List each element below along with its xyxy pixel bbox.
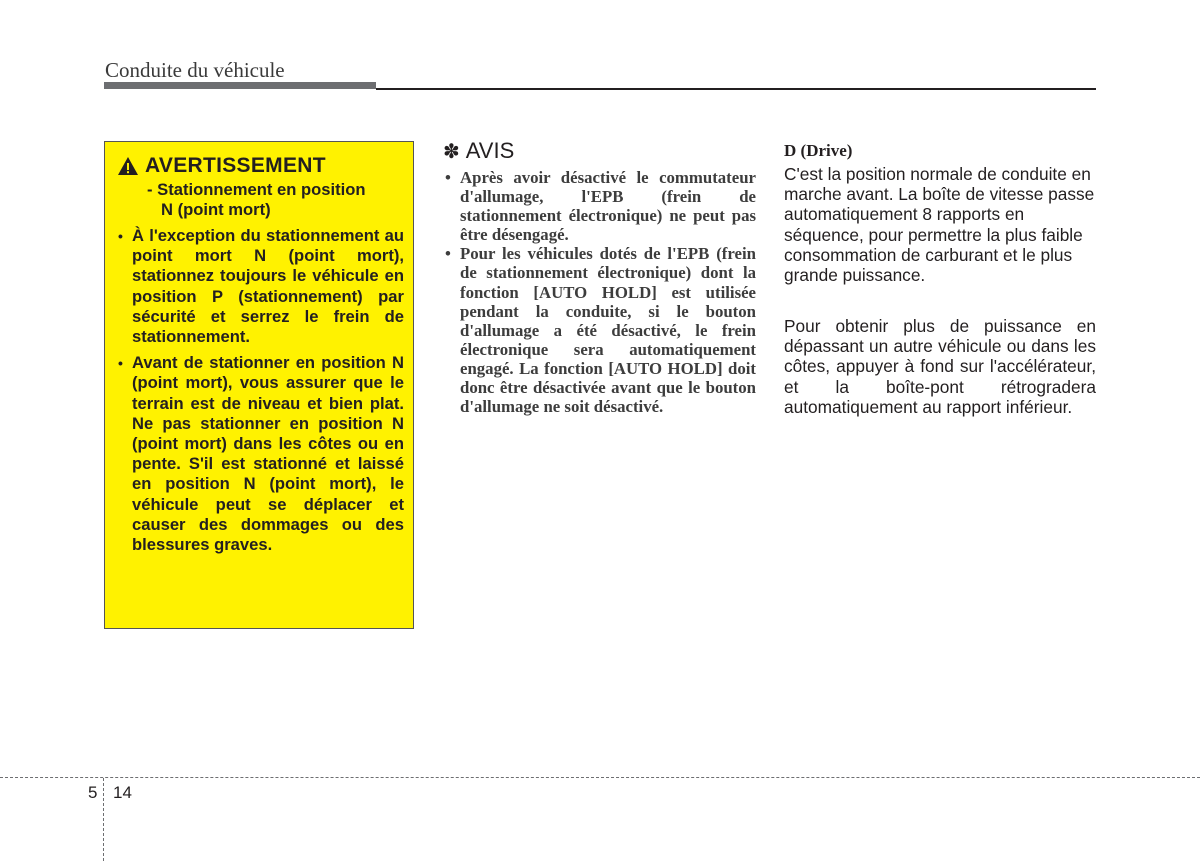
footer-vertical-rule (103, 778, 104, 861)
drive-paragraph-2: Pour obtenir plus de puissance en dépassant un autre véhicule ou dans les côtes, appuyer à fond sur l'accélérateur, et la boîte-pont rétrogradera automatiquement au rapport inférieur. (784, 316, 1096, 417)
avis-heading (443, 138, 514, 164)
avis-title: AVIS (465, 138, 515, 163)
warning-item: • Avant de stationner en position N (point mort), vous assurer que le terrain est de niveau et bien plat. Ne pas stationner en position N (point mort) dans les côtes ou en pente. S'il est stationné et laissé en position N (point mort), le véhicule peut se déplacer et causer des dommages ou des blessures graves. (115, 353, 404, 555)
warning-triangle-icon (117, 156, 139, 176)
drive-heading: D (Drive) (784, 141, 853, 160)
asterisk-icon: ✽ (443, 140, 460, 163)
warning-title-row (117, 154, 404, 178)
warning-box (104, 141, 414, 629)
warning-subtitle (147, 180, 404, 220)
warning-subtitle-line1: - Stationnement en position (147, 180, 366, 199)
avis-item: • Pour les véhicules dotés de l'EPB (frein de stationnement électronique) dont la fonction [AUTO HOLD] est utilisée pendant la conduite, si le bouton d'allumage a été désactivé, le frein électronique sera automatiquement engagé. La fonction [AUTO HOLD] doit donc être désactivée avant que le bouton d'allumage ne soit désactivé. (444, 244, 756, 416)
warning-item: • À l'exception du stationnement au point mort N (point mort), stationnez toujours le véhicule en position P (stationnement) par sécurité et serrez le frein de stationnement. (115, 226, 404, 347)
page-number: 14 (113, 783, 132, 802)
warning-subtitle-line2: N (point mort) (161, 200, 271, 219)
warning-list (115, 226, 404, 555)
page-header-title: Conduite du véhicule (105, 58, 285, 82)
drive-paragraph-1: C'est la position normale de conduite en marche avant. La boîte de vitesse passe automatiquement 8 rapports en séquence, pour permettre la plus faible consommation de carburant et le plus grande puissance. (784, 164, 1095, 286)
avis-item: • Après avoir désactivé le commutateur d'allumage, l'EPB (frein de stationnement électronique) ne peut pas être désengagé. (444, 168, 756, 244)
footer-rule (0, 777, 1200, 778)
header-rule-thick (104, 82, 376, 89)
warning-title: AVERTISSEMENT (145, 154, 326, 177)
header-rule-thin (376, 88, 1096, 90)
chapter-number: 5 (88, 783, 98, 802)
avis-list (444, 168, 756, 416)
